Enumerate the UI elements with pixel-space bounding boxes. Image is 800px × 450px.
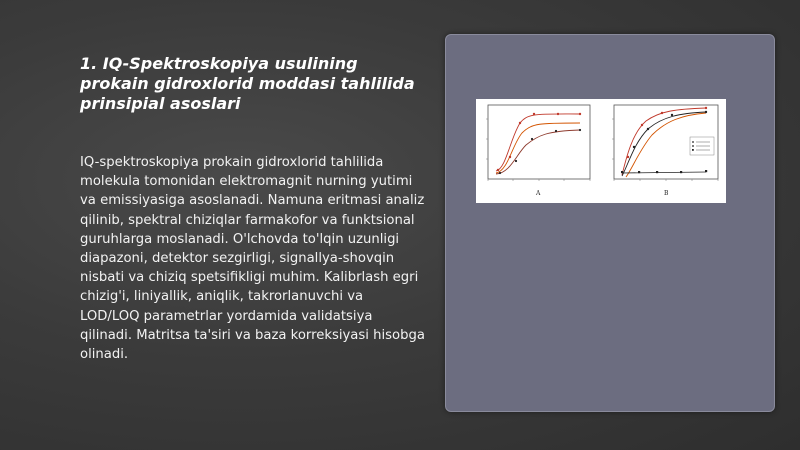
figure-panel <box>445 34 775 412</box>
plot-b <box>612 105 718 197</box>
plot-b-label: B <box>664 190 669 197</box>
plot-a <box>486 105 590 197</box>
figure-image <box>476 99 726 203</box>
slide-title: 1. IQ-Spektroskopiya usulining prokain gidroxlorid moddasi tahlilida prinsipial asoslari <box>80 54 415 113</box>
slide-body-text: IQ-spektroskopiya prokain gidroxlorid tahlilida molekula tomonidan elektromagnit nurning yutimi va emissiyasiga asoslanadi. Namuna eritmasi analiz qilinib, spektral chiziqlar farmakofor va funktsional guruhlarga moslanadi. O'lchovda to'lqin uzunligi diapazoni, detektor sezgirligi, signallya-shovqin nisbati va chiziq spetsifikligi muhim. Kalibrlash egri chizig'i, liniyallik, aniqlik, takrorlanuvchi va LOD/LOQ parametrlar yordamida validatsiya qilinadi. Matritsa ta'siri va baza korreksiyasi hisobga olinadi. <box>80 155 425 363</box>
plot-a-label: A <box>536 190 541 197</box>
figure-charts <box>476 99 726 203</box>
